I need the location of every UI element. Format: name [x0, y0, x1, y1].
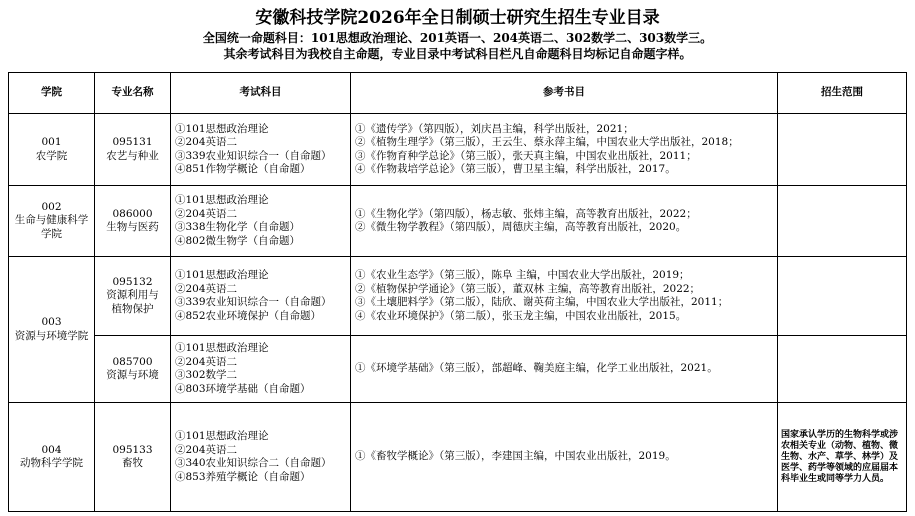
exam-subject: ①101思想政治理论 [175, 342, 269, 354]
scope-cell [778, 257, 907, 336]
books-cell [351, 403, 778, 512]
exam-cell [171, 336, 351, 403]
exam-subject: ③302数学二 [175, 369, 238, 381]
reference-book: ①《生物化学》（第四版），杨志敏、张炜主编，高等教育出版社，2022； [355, 207, 697, 220]
books-cell [351, 336, 778, 403]
table-row [9, 114, 907, 186]
scope-cell [778, 186, 907, 257]
reference-book: ④《农业环境保护》（第二版），张玉龙主编，中国农业出版社，2015。 [355, 309, 687, 322]
major-name: 资源利用与 [106, 289, 159, 302]
college-cell [9, 186, 95, 257]
header-college: 学院 [9, 73, 95, 114]
major-cell [95, 114, 171, 186]
reference-book: ④《作物栽培学总论》（第三版），曹卫星主编，科学出版社，2017。 [355, 163, 676, 175]
college-code: 001 [41, 136, 62, 148]
reference-book: ③《土壤肥料学》（第二版），陆欣、谢英荷主编，中国农业大学出版社，2011； [355, 296, 729, 308]
scope-cell [778, 114, 907, 186]
header-scope: 招生范围 [778, 73, 907, 114]
scope-cell [778, 336, 907, 403]
major-name: 生物与医药 [106, 221, 159, 233]
major-name: 畜牧 [122, 457, 143, 469]
reference-book: ①《环境学基础》（第三版），部超峰、鞠美庭主编，化学工业出版社，2021。 [355, 362, 718, 375]
books-cell [351, 186, 778, 257]
reference-book: ①《农业生态学》（第三版），陈阜 主编，中国农业大学出版社，2019； [355, 269, 690, 281]
exam-subject: ②204英语二 [175, 282, 238, 295]
reference-book: ①《遗传学》（第四版），刘庆昌主编，科学出版社，2021； [355, 122, 634, 135]
exam-subject: ②204英语二 [175, 355, 238, 368]
exam-subject: ③339农业知识综合一（自命题） [175, 149, 332, 162]
reference-book: ②《微生物学教程》（第四版），周德庆主编，高等教育出版社，2020。 [355, 221, 687, 233]
major-cell [95, 336, 171, 403]
college-cell [9, 257, 95, 403]
header-major: 专业名称 [95, 73, 171, 114]
header-books: 参考书目 [351, 73, 778, 114]
subtitle-self-exam: 其余考试科目为我校自主命题，专业目录中考试科目栏凡自命题科目均标记自命题字样。 [223, 47, 692, 61]
exam-subject: ①101思想政治理论 [175, 194, 269, 206]
exam-subject: ②204英语二 [175, 136, 238, 148]
college-name: 资源与环境学院 [14, 329, 89, 342]
table-row [9, 403, 907, 512]
major-code: 086000 [112, 207, 153, 220]
reference-book: ①《畜牧学概论》（第三版），李建国主编，中国农业出版社，2019。 [355, 450, 676, 463]
major-cell [95, 257, 171, 336]
reference-book: ②《植物生理学》（第三版），王云生、蔡永萍主编，中国农业大学出版社，2018； [355, 136, 739, 148]
major-cell [95, 403, 171, 512]
header-exam: 考试科目 [171, 73, 351, 114]
major-code: 095132 [112, 275, 153, 288]
major-code: 095131 [112, 136, 153, 148]
books-cell [351, 114, 778, 186]
exam-subject: ①101思想政治理论 [175, 122, 269, 135]
reference-book: ②《植物保护学通论》（第三版），董双林 主编，高等教育出版社，2022； [355, 282, 701, 295]
exam-subject: ④803环境学基础（自命题） [175, 382, 311, 395]
header-row [9, 73, 907, 114]
major-name: 农艺与种业 [106, 149, 159, 162]
exam-cell [171, 403, 351, 512]
college-code: 003 [41, 316, 62, 328]
college-cell [9, 403, 95, 512]
catalog-table [8, 72, 907, 512]
major-cell [95, 186, 171, 257]
table-row [9, 186, 907, 257]
exam-subject: ④851作物学概论（自命题） [175, 163, 311, 175]
major-name: 资源与环境 [106, 369, 159, 381]
major-code: 085700 [112, 355, 153, 368]
exam-subject: ④852农业环境保护（自命题） [175, 309, 322, 322]
admission-scope: 国家承认学历的生物科学或涉农相关专业（动物、植物、微生物、水产、草学、林学）及医学、药学等领域的应届届本科毕业生或同等学力人员。 [778, 403, 907, 512]
college-cell [9, 114, 95, 186]
exam-subject: ②204英语二 [175, 443, 238, 456]
books-cell [351, 257, 778, 336]
subtitle-unified-exam: 全国统一命题科目：101思想政治理论、201英语一、204英语二、302数学二、303数学三。 [202, 31, 713, 45]
major-code: 095133 [112, 443, 153, 456]
exam-subject: ①101思想政治理论 [175, 430, 269, 442]
college-name: 生命与健康科学 [14, 214, 89, 227]
exam-subject: ③338生物化学（自命题） [175, 221, 301, 233]
exam-subject: ③340农业知识综合二（自命题） [175, 457, 332, 469]
exam-subject: ③339农业知识综合一（自命题） [175, 296, 332, 308]
page-title: 安徽科技学院2026年全日制硕士研究生招生专业目录 [255, 8, 660, 28]
college-name: 动物科学学院 [20, 457, 83, 469]
college-name: 学院 [41, 227, 62, 240]
exam-subject: ④802微生物学（自命题） [175, 234, 301, 247]
exam-subject: ④853养殖学概论（自命题） [175, 470, 311, 483]
exam-cell [171, 186, 351, 257]
exam-cell [171, 114, 351, 186]
exam-subject: ①101思想政治理论 [175, 269, 269, 281]
college-code: 002 [41, 200, 62, 213]
table-row [9, 336, 907, 403]
exam-cell [171, 257, 351, 336]
college-code: 004 [41, 443, 62, 456]
major-name: 植物保护 [111, 302, 154, 315]
table-row [9, 257, 907, 336]
college-name: 农学院 [35, 149, 68, 162]
reference-book: ③《作物育种学总论》（第三版），张天真主编，中国农业出版社，2011； [355, 149, 697, 162]
exam-subject: ②204英语二 [175, 207, 238, 220]
